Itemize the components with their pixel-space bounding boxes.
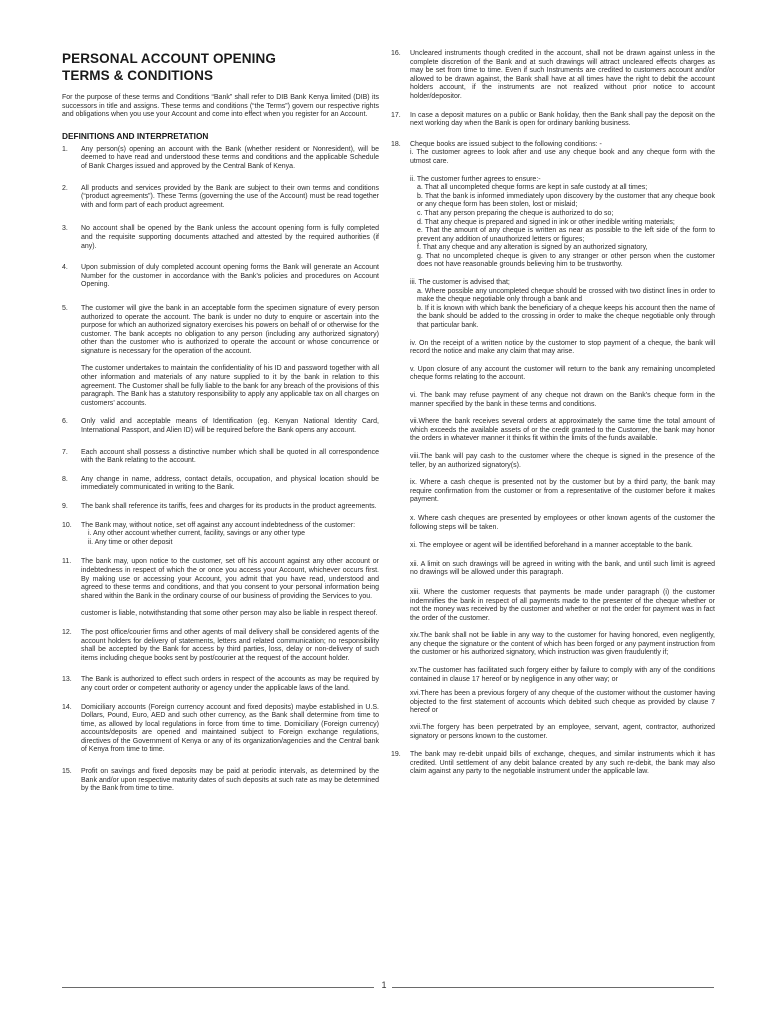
cheque-condition: xiii. Where the customer requests that payments be made under paragraph (i) the customer indemnifies the bank in respect of all payments made to the presenter of the cheque whether or not the money was received by the customer and whether or not the order for payment was in fact the order of the customer. — [410, 588, 715, 622]
clause-body — [81, 449, 379, 466]
clause-extra-paragraph: customer is liable, notwithstanding that some other person may also be liable in respect thereof. — [81, 610, 378, 618]
clause-item — [391, 112, 715, 129]
clause-text: The bank may re-debit unpaid bills of exchange, cheques, and similar instruments which it has credited. Until settlement of any debit balance created by any such re-debit, the bank may also claim against any party to the negotiable instrument under the applicable law. — [410, 751, 715, 776]
cheque-condition: xvii.The forgery has been perpetrated by an employee, servant, agent, contractor, authorized signatory or persons known to the customer. — [410, 724, 715, 740]
section-heading: DEFINITIONS AND INTERPRETATION — [62, 130, 209, 141]
clause-body — [81, 503, 379, 512]
clause-item — [62, 503, 379, 512]
clause-number: 4. — [62, 264, 68, 272]
clause-body — [81, 629, 379, 663]
footer-rule-left — [62, 987, 374, 988]
cheque-condition: x. Where cash cheques are presented by employees or other known agents of the customer the following steps will be taken. — [410, 514, 715, 531]
clause-body — [410, 141, 715, 741]
clause-body — [81, 418, 379, 435]
clause-body — [410, 50, 715, 102]
clause-number: 12. — [62, 628, 72, 636]
right-column — [391, 50, 715, 777]
cheque-subcondition: c. That any person preparing the cheque is authorized to do so; — [417, 209, 614, 217]
clause-text: Cheque books are issued subject to the following conditions: - — [410, 140, 602, 148]
page-number: 1 — [381, 980, 387, 990]
cheque-condition: ii. The customer further agrees to ensure:- — [410, 175, 541, 183]
page-title — [62, 50, 379, 84]
cheque-condition: ix. Where a cash cheque is presented not by the customer but by a third party, the bank may require confirmation from the customer or from a representative of the customer before it makes payment. — [410, 479, 715, 504]
clause-text: The post office/courier firms and other agents of mail delivery shall be considered agents of the account holders for delivery of statements, letters and related communication; no responsibility shall be accepted by the Bank for access by third parties, loss, delay or non-delivery of such items including cheque books sent by post/courier at the request of the account holder. — [81, 628, 379, 662]
clause-body — [81, 185, 379, 211]
clause-body — [81, 704, 379, 756]
clause-item — [62, 476, 379, 493]
clause-text: All products and services provided by the Bank are subject to their own terms and conditions (“product agreements”). These Terms (governing the use of the Account) must be read together with and form part of each product agreement. — [81, 184, 379, 209]
clause-number: 16. — [391, 50, 401, 57]
clause-number: 8. — [62, 475, 68, 483]
clause-text: The bank shall reference its tariffs, fees and charges for its products in the product agreements. — [81, 503, 377, 510]
clause-number: 11. — [62, 558, 72, 566]
clause-text: No account shall be opened by the Bank unless the account opening form is fully completed and the requisite supporting documents attached and attested by the required authorities (if any). — [81, 225, 379, 250]
clause-body — [81, 522, 379, 548]
cheque-condition: i. The customer agrees to look after and use any cheque book and any cheque form with the utmost care. — [410, 149, 715, 165]
cheque-condition: iv. On the receipt of a written notice by the customer to stop payment of a cheque, the bank will record the notice and make any claim that may arise. — [410, 339, 715, 356]
cheque-subcondition: b. If it is known with which bank the beneficiary of a cheque keeps his account then the name of the bank should be added to the crossing in order to make the cheque negotiable only through that particular bank. — [417, 304, 715, 330]
clause-item — [62, 704, 379, 756]
clause-text: Only valid and acceptable means of Identification (eg. Kenyan National Identity Card, International Passport, and Alien ID) will be required before the Bank opens any account. — [81, 418, 379, 435]
clause-text: Profit on savings and fixed deposits may be paid at periodic intervals, as determined by the Bank and/or upon respective maturity dates of such deposits at such rate as may be determined by the Bank from time to time. — [81, 768, 379, 793]
clause-number: 6. — [62, 418, 68, 426]
clause-number: 5. — [62, 304, 68, 312]
clause-number: 17. — [391, 111, 401, 119]
clause-item — [62, 418, 379, 435]
cheque-condition: xv.The customer has facilitated such forgery either by failure to comply with any of the conditions contained in clause 17 hereof or by negligence in any other way; or — [410, 667, 715, 683]
clause-text: The Bank may, without notice, set off against any account indebtedness of the customer: — [81, 521, 356, 529]
cheque-subcondition: g. That no uncompleted cheque is given to any stranger or other person when the customer does not have reasonable grounds believing him to be trustworthy. — [417, 252, 715, 269]
cheque-subcondition: e. That the amount of any cheque is written as near as possible to the left side of the form to prevent any addition of unauthorized letters or figures; — [417, 227, 715, 243]
clause-text: In case a deposit matures on a public or Bank holiday, then the Bank shall pay the deposit on the next working day when the Bank is open for ordinary banking business. — [410, 111, 715, 128]
cheque-condition: vi. The bank may refuse payment of any cheque not drawn on the Bank’s cheque form in the manner specified by the bank in these terms and conditions. — [410, 392, 715, 408]
cheque-condition: v. Upon closure of any account the customer will return to the bank any remaining uncompleted cheque forms relating to the account. — [410, 365, 715, 382]
clause-subitem: i. Any other account whether current, facility, savings or any other type — [88, 530, 305, 538]
clause-text: Any person(s) opening an account with the Bank (whether resident or Nonresident), will be deemed to have read and understood these terms and conditions and the applicable Schedule of Bank Charges issued and approved by the Central Bank of Kenya. — [81, 145, 379, 170]
clause-body — [81, 558, 379, 619]
clause-text: The Bank is authorized to effect such orders in respect of the accounts as may be required by any court order or competent authority or agency under the applicable laws of the land. — [81, 676, 379, 692]
clause-item — [391, 141, 715, 741]
clause-number: 7. — [62, 448, 68, 456]
clause-item — [62, 146, 379, 172]
clause-number: 18. — [391, 140, 401, 148]
intro-paragraph: For the purpose of these terms and Conditions “Bank” shall refer to DIB Bank Kenya limited (DIB) its successors in title and assigns. These terms and conditions (“the Terms”) govern our respective rights and obligations when you use your Account and come into effect when you register for an Account. — [62, 94, 379, 119]
clause-item — [391, 751, 715, 777]
cheque-condition: iii. The customer is advised that; — [410, 279, 510, 287]
cheque-subcondition: f. That any cheque and any alteration is signed by an authorized signatory, — [417, 244, 648, 252]
clause-number: 19. — [391, 751, 401, 759]
cheque-subcondition: a. That all uncompleted cheque forms are kept in safe custody at all times; — [417, 184, 648, 192]
cheque-condition: xvi.There has been a previous forgery of any cheque of the customer without the customer having objected to the first statement of accounts which debited such cheque as provided by clause 7 hereof or — [410, 690, 715, 715]
cheque-condition: xii. A limit on such drawings will be agreed in writing with the bank, and until such limit is agreed no drawings will be allowed under this paragraph. — [410, 560, 715, 577]
clause-item — [62, 305, 379, 409]
clause-number: 10. — [62, 521, 72, 529]
clause-item — [62, 522, 379, 548]
clause-body — [81, 476, 379, 493]
clause-item — [62, 225, 379, 251]
cheque-condition: vii.Where the bank receives several orders at approximately the same time the total amount of which exceeds the available assets of or the credit granted to the Customer, the bank may honor the orders in whatever manner it thinks fit within the limits of the funds available. — [410, 418, 715, 443]
right-clause-list — [391, 50, 715, 777]
clause-item — [391, 50, 715, 102]
clause-item — [62, 676, 379, 693]
left-clause-list — [62, 146, 379, 794]
clause-item — [62, 264, 379, 290]
clause-number: 3. — [62, 225, 68, 233]
clause-number: 13. — [62, 676, 72, 684]
clause-number: 1. — [62, 145, 68, 153]
clause-body — [81, 146, 379, 172]
clause-item — [62, 768, 379, 794]
clause-text: Each account shall possess a distinctive number which shall be quoted in all correspondence with the Bank relating to the account. — [81, 448, 379, 465]
clause-number: 15. — [62, 768, 72, 776]
clause-extra-paragraph: The customer undertakes to maintain the confidentiality of his ID and password together with all other information and materials of any nature supplied to it by the bank in relation to this agreement. The Customer shall be fully liable to the bank for any breach of the provisions of this paragraph. The Bank has a statutory responsibility to apply any applicable tax on all charges on customers’ accounts. — [81, 365, 379, 407]
cheque-condition: xi. The employee or agent will be identified beforehand in a manner acceptable to the bank. — [410, 542, 693, 550]
clause-number: 14. — [62, 703, 72, 711]
clause-body — [81, 225, 379, 251]
clause-number: 2. — [62, 184, 68, 192]
clause-body — [81, 264, 379, 290]
clause-text: The customer will give the bank in an acceptable form the specimen signature of every person authorized to operate the account. The bank is under no duty to enquire or ascertain into the purpose for which an authorized signatory exercises his powers on behalf of or otherwise for the customer. The bank accepts no obligation to any person (including any authorized signatory) other than the customer who is authorized to operate the account or whose concurrence or signature is necessary for the operation of the account. — [81, 304, 379, 355]
clause-item — [62, 185, 379, 211]
clause-item — [62, 558, 379, 619]
cheque-subcondition: a. Where possible any uncompleted cheque should be crossed with two distinct lines in order to make the cheque negotiable only through a bank and — [417, 287, 715, 304]
title-line-2: TERMS & CONDITIONS — [62, 68, 214, 83]
clause-item — [62, 629, 379, 663]
clause-number: 9. — [62, 503, 68, 510]
clause-text: Upon submission of duly completed account opening forms the Bank will generate an Account Number for the customer in accordance with the Bank’s policies and procedures on Account Opening. — [81, 264, 379, 289]
clause-item — [62, 449, 379, 466]
clause-text: The bank may, upon notice to the customer, set off his account against any other account or indebtedness in respect of which the or once you access your Account, whichever occurs first. By making use or accessing your Account, you admit that you have read, understood and agreed to these terms and conditions, and that you consent to your personal information being shared within the Bank in the ordinary course of our business of providing the Services to you. — [81, 558, 379, 600]
cheque-subcondition: b. That the bank is informed immediately upon discovery by the customer that any cheque book or any cheque form has been stolen, lost or mislaid; — [417, 192, 715, 209]
clause-subitem: ii. Any time or other deposit — [88, 538, 173, 546]
clause-body — [410, 112, 715, 129]
clause-text: Any change in name, address, contact details, occupation, and physical location should be immediately communicated in writing to the Bank. — [81, 475, 379, 492]
title-line-1: PERSONAL ACCOUNT OPENING — [62, 51, 276, 66]
clause-text: Uncleared instruments though credited in the account, shall not be drawn against unless in the complete discretion of the Bank and at such drawings will attract uncleared effects charges as may be set from time to time. Even if such Instruments are credited to customers account and/or allowed to be drawn against, the Bank shall have at all times have the right to debit the account holders account, if the instruments are not realized without prior notice to account holder/depositor. — [410, 50, 715, 100]
clause-text: Domiciliary accounts (Foreign currency account and fixed deposits) maybe established in U.S. Dollars, Pound, Euro, AED and such other currency, as the Bank shall determine from time to time, as allowed by local regulations in force from time to time. Domiciliary (Foreign currency) accounts/deposits are opened and maintained subject to Foreign exchange regulations, directives of the Government of Kenya or any of its organization/agencies and the Central bank of Kenya from time to time. — [81, 703, 379, 754]
footer-rule-right — [392, 987, 714, 988]
left-column — [62, 50, 379, 794]
clause-body — [81, 305, 379, 409]
cheque-condition: viii.The bank will pay cash to the customer where the cheque is signed in the presence of the teller, by an authorized signatory(s). — [410, 452, 715, 469]
clause-body — [81, 676, 379, 693]
cheque-condition: xiv.The bank shall not be liable in any way to the customer for having honored, even negligently, any cheque the signature or the content of which has been forged or any payment instruction from the customer or his authorized signatory, which instruction was given fraudulently if; — [410, 632, 715, 657]
clause-body — [81, 768, 379, 794]
clause-body — [410, 751, 715, 777]
cheque-subcondition: d. That any cheque is prepared and signed in ink or other inedible writing materials; — [417, 218, 675, 226]
